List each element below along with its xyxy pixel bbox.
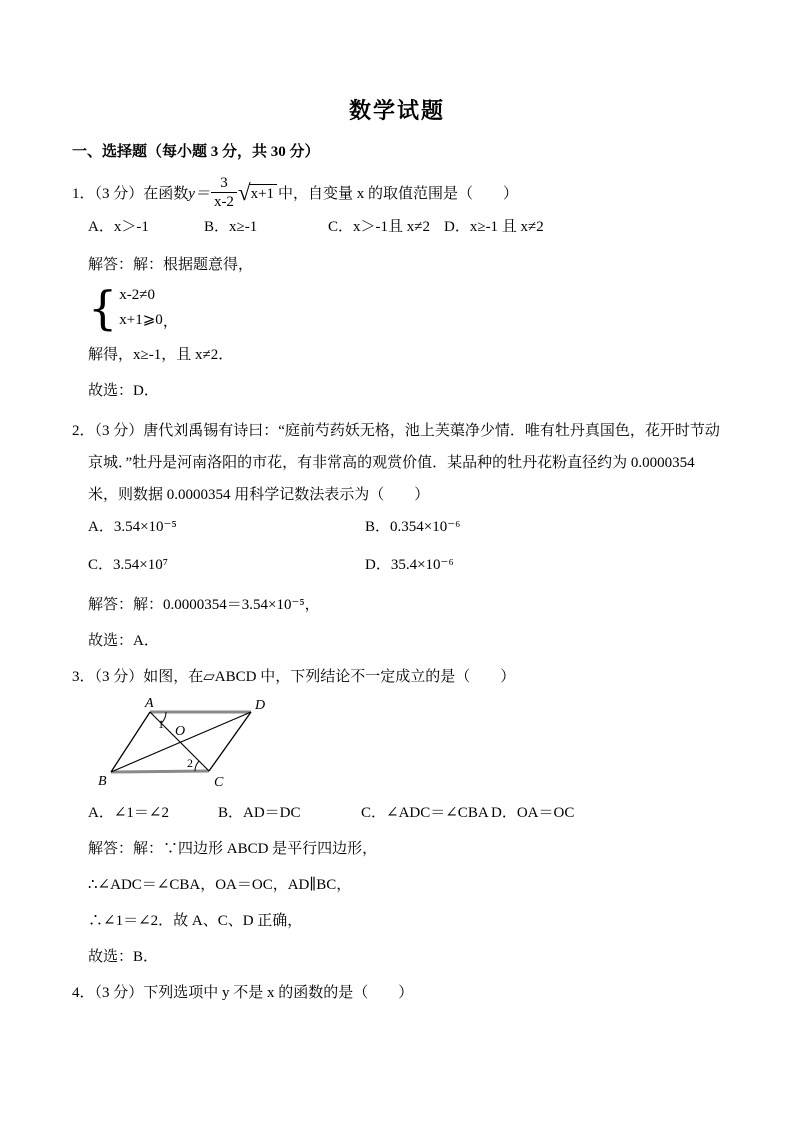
question-1-options [72, 217, 722, 237]
vertex-label-a: A [145, 696, 154, 711]
q3-solution-line-3: ∴∠1＝∠2．故 A、C、D 正确， [88, 913, 303, 929]
system-line-2: x+1⩾0 [119, 312, 163, 328]
system-lines [119, 283, 163, 333]
option-d: D．35.4×10⁻⁶ [365, 557, 454, 573]
parallelogram-svg [92, 695, 292, 797]
q1-stem-suffix: 中，自变量 x 的取值范围是（ ） [278, 186, 519, 202]
vertex-label-c: C [214, 775, 224, 790]
question-2-options-row-1 [72, 517, 722, 537]
option-c: C．3.54×10⁷ [88, 557, 168, 573]
q3-answer: 故选：B． [88, 949, 159, 965]
system-comma: ， [162, 314, 178, 330]
fraction-numerator: 3 [220, 175, 228, 191]
q2-solution: 解答：解：0.0000354＝3.54×10⁻⁵， [88, 597, 320, 613]
question-4-stem: 4．（3 分）下列选项中 y 不是 x 的函数的是（ ） [72, 985, 414, 1001]
q1-inequality-system [72, 283, 722, 333]
left-brace: { [88, 281, 118, 335]
radical-sign: √ [237, 180, 251, 205]
fraction [211, 174, 237, 211]
option-d: D．OA＝OC [491, 805, 575, 821]
question-2-stem: 2．（3 分）唐代刘禹锡有诗曰：“庭前芍药妖无格，池上芙蕖净少情．唯有牡丹真国色，花开时节动京城．”牡丹是河南洛阳的市花，有非常高的观赏价值．某品种的牡丹花粉直径约为 0.0000354 米，则数据 0.0000354 用科学记数法表示为（ ） [72, 423, 720, 503]
q1-solution-intro: 解答：解：根据题意得， [88, 257, 254, 273]
radicand: x+1 [249, 184, 277, 202]
square-root [238, 181, 277, 204]
q1-formula-lhs: y＝ [188, 186, 210, 202]
vertex-label-b: B [98, 774, 107, 789]
center-label-o: O [175, 724, 186, 739]
option-c: C．∠ADC＝∠CBA [361, 805, 489, 821]
option-b: B．x≥-1 [204, 219, 258, 235]
system-line-1: x-2≠0 [119, 287, 156, 303]
section-heading: 一、选择题（每小题 3 分，共 30 分） [72, 144, 320, 160]
option-b: B．0.354×10⁻⁶ [365, 519, 461, 535]
edge-bc [111, 771, 209, 772]
fraction-denominator: x-2 [211, 192, 237, 211]
option-c: C．x＞-1且 x≠2 [328, 219, 430, 235]
question-3-options [72, 803, 722, 823]
option-a: A．∠1＝∠2 [88, 805, 169, 821]
question-3-stem: 3．（3 分）如图，在▱ABCD 中，下列结论不一定成立的是（ ） [72, 669, 516, 685]
page-title: 数学试题 [348, 98, 445, 123]
option-b: B．AD＝DC [218, 805, 301, 821]
option-a: A．3.54×10⁻⁵ [88, 519, 177, 535]
angle-2-arc [195, 761, 199, 771]
angle-1-label: 1 [158, 717, 164, 731]
q3-solution-line-1: 解答：解：∵四边形 ABCD 是平行四边形， [88, 841, 378, 857]
q3-solution-line-2: ∴∠ADC＝∠CBA，OA＝OC，AD∥BC， [88, 877, 352, 893]
question-1-stem [72, 174, 722, 211]
q1-stem-prefix: 1．（3 分）在函数 [72, 186, 189, 202]
question-2-options-row-2 [72, 555, 722, 575]
q1-solution-result: 解得，x≥-1，且 x≠2． [88, 347, 234, 363]
angle-2-label: 2 [187, 756, 193, 770]
q1-answer: 故选：D． [88, 383, 159, 399]
vertex-label-d: D [255, 698, 266, 713]
edge-ab [111, 712, 150, 772]
option-a: A．x＞-1 [88, 219, 149, 235]
q2-answer: 故选：A． [88, 633, 159, 649]
option-d: D．x≥-1 且 x≠2 [444, 219, 544, 235]
parallelogram-figure [92, 695, 292, 797]
